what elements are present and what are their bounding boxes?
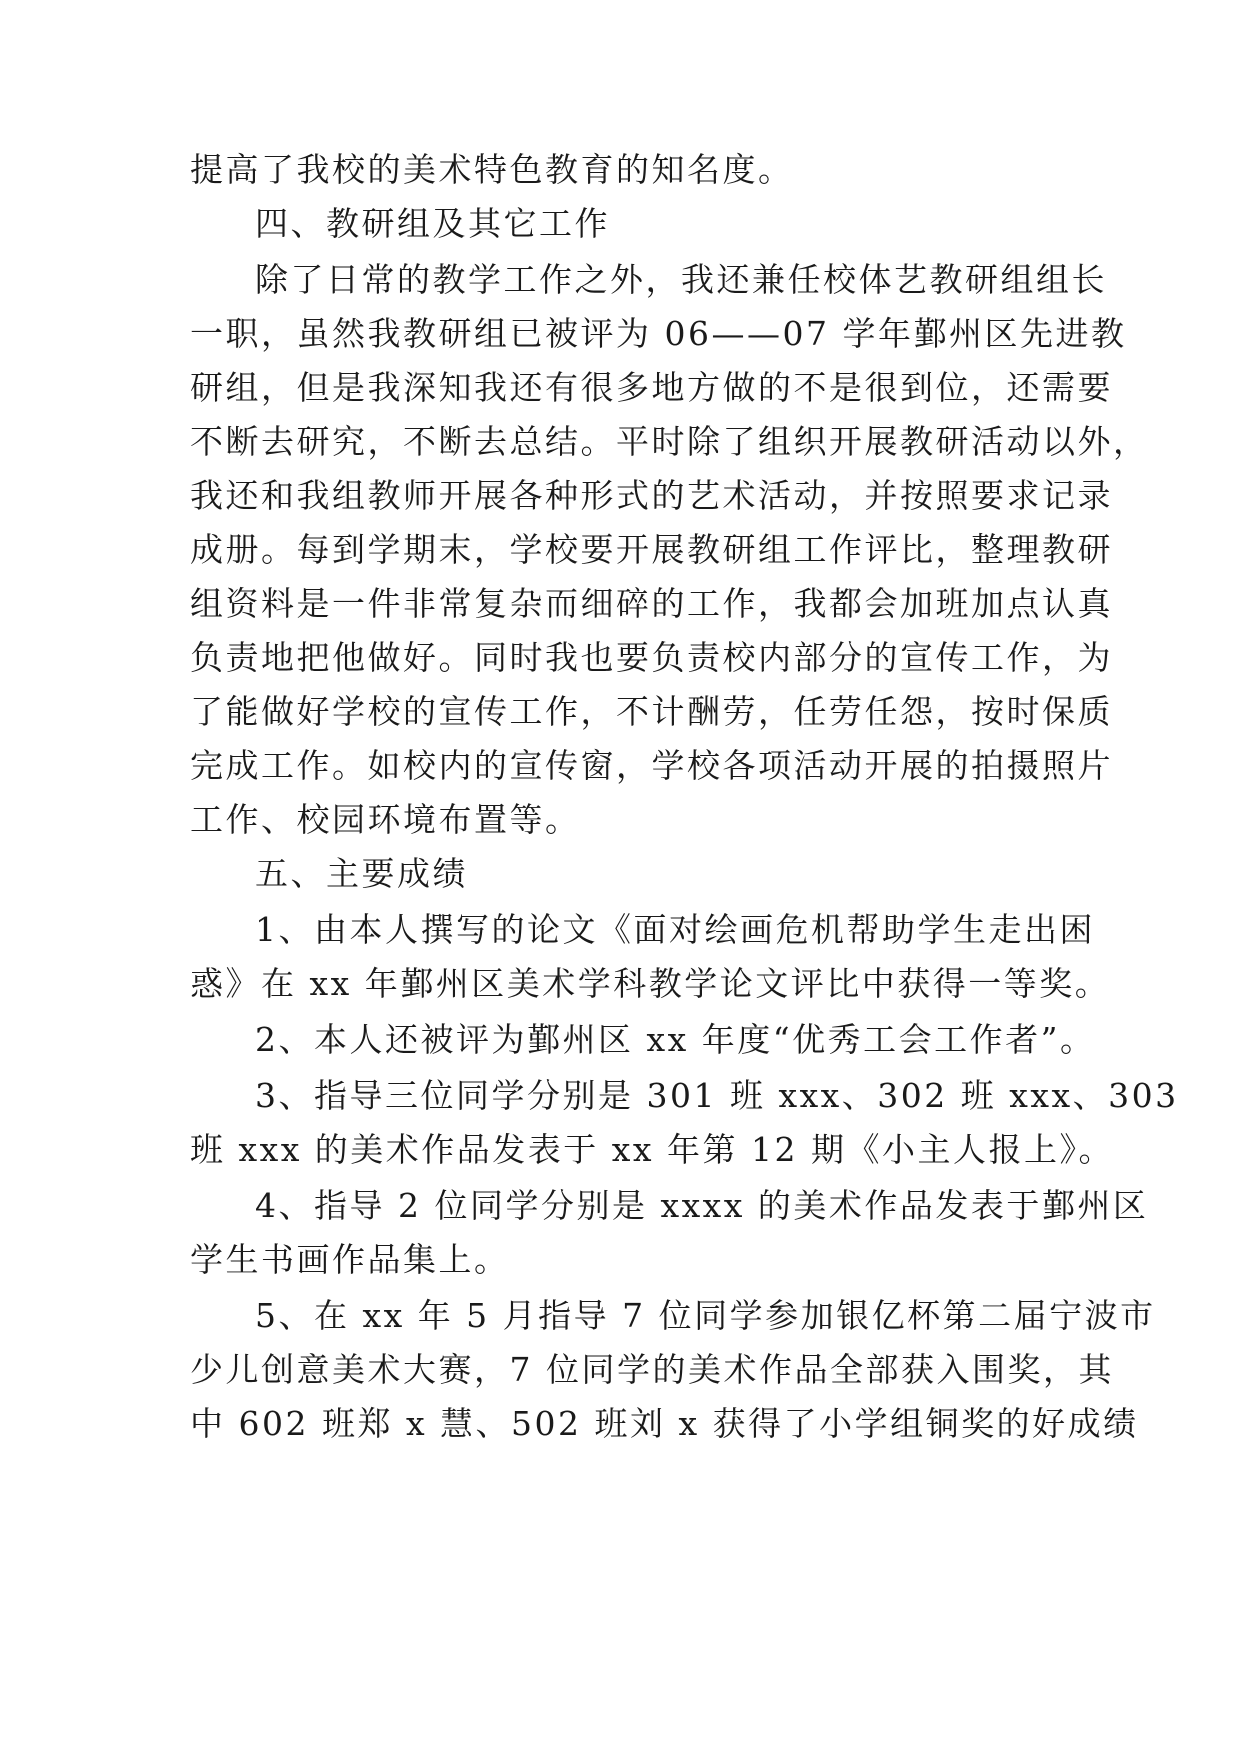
list-item: 2、本人还被评为鄞州区 xx 年度“优秀工会工作者”。 <box>255 1020 1096 1059</box>
paragraph-line: 完成工作。如校内的宣传窗，学校各项活动开展的拍摄照片 <box>190 746 1113 785</box>
paragraph-line: 中 602 班郑 x 慧、502 班刘 x 获得了小学组铜奖的好成绩 <box>190 1404 1139 1443</box>
paragraph-line: 组资料是一件非常复杂而细碎的工作，我都会加班加点认真 <box>190 584 1113 623</box>
paragraph-line: 负责地把他做好。同时我也要负责校内部分的宣传工作，为 <box>190 638 1113 677</box>
paragraph-line: 提高了我校的美术特色教育的知名度。 <box>190 150 794 189</box>
paragraph-line: 除了日常的教学工作之外，我还兼任校体艺教研组组长 <box>255 260 1107 299</box>
paragraph-line: 惑》在 xx 年鄞州区美术学科教学论文评比中获得一等奖。 <box>190 964 1111 1003</box>
paragraph-line: 不断去研究，不断去总结。平时除了组织开展教研活动以外， <box>190 422 1149 461</box>
paragraph-line: 工作、校园环境布置等。 <box>190 800 581 839</box>
paragraph-line: 班 xxx 的美术作品发表于 xx 年第 12 期《小主人报上》。 <box>190 1130 1114 1169</box>
list-item: 4、指导 2 位同学分别是 xxxx 的美术作品发表于鄞州区 <box>255 1186 1149 1225</box>
paragraph-line: 我还和我组教师开展各种形式的艺术活动，并按照要求记录 <box>190 476 1113 515</box>
list-item: 1、由本人撰写的论文《面对绘画危机帮助学生走出困 <box>255 910 1095 949</box>
paragraph-line: 了能做好学校的宣传工作，不计酬劳，任劳任怨，按时保质 <box>190 692 1113 731</box>
paragraph-line: 成册。每到学期末，学校要开展教研组工作评比，整理教研 <box>190 530 1113 569</box>
section-heading: 五、主要成绩 <box>255 854 468 893</box>
paragraph-line: 研组，但是我深知我还有很多地方做的不是很到位，还需要 <box>190 368 1113 407</box>
list-item: 3、指导三位同学分别是 301 班 xxx、302 班 xxx、303 <box>255 1076 1179 1115</box>
paragraph-line: 少儿创意美术大赛，7 位同学的美术作品全部获入围奖，其 <box>190 1350 1114 1389</box>
paragraph-line: 学生书画作品集上。 <box>190 1240 510 1279</box>
paragraph-line: 一职，虽然我教研组已被评为 06——07 学年鄞州区先进教 <box>190 314 1127 353</box>
list-item: 5、在 xx 年 5 月指导 7 位同学参加银亿杯第二届宁波市 <box>255 1296 1156 1335</box>
section-heading: 四、教研组及其它工作 <box>255 204 610 243</box>
